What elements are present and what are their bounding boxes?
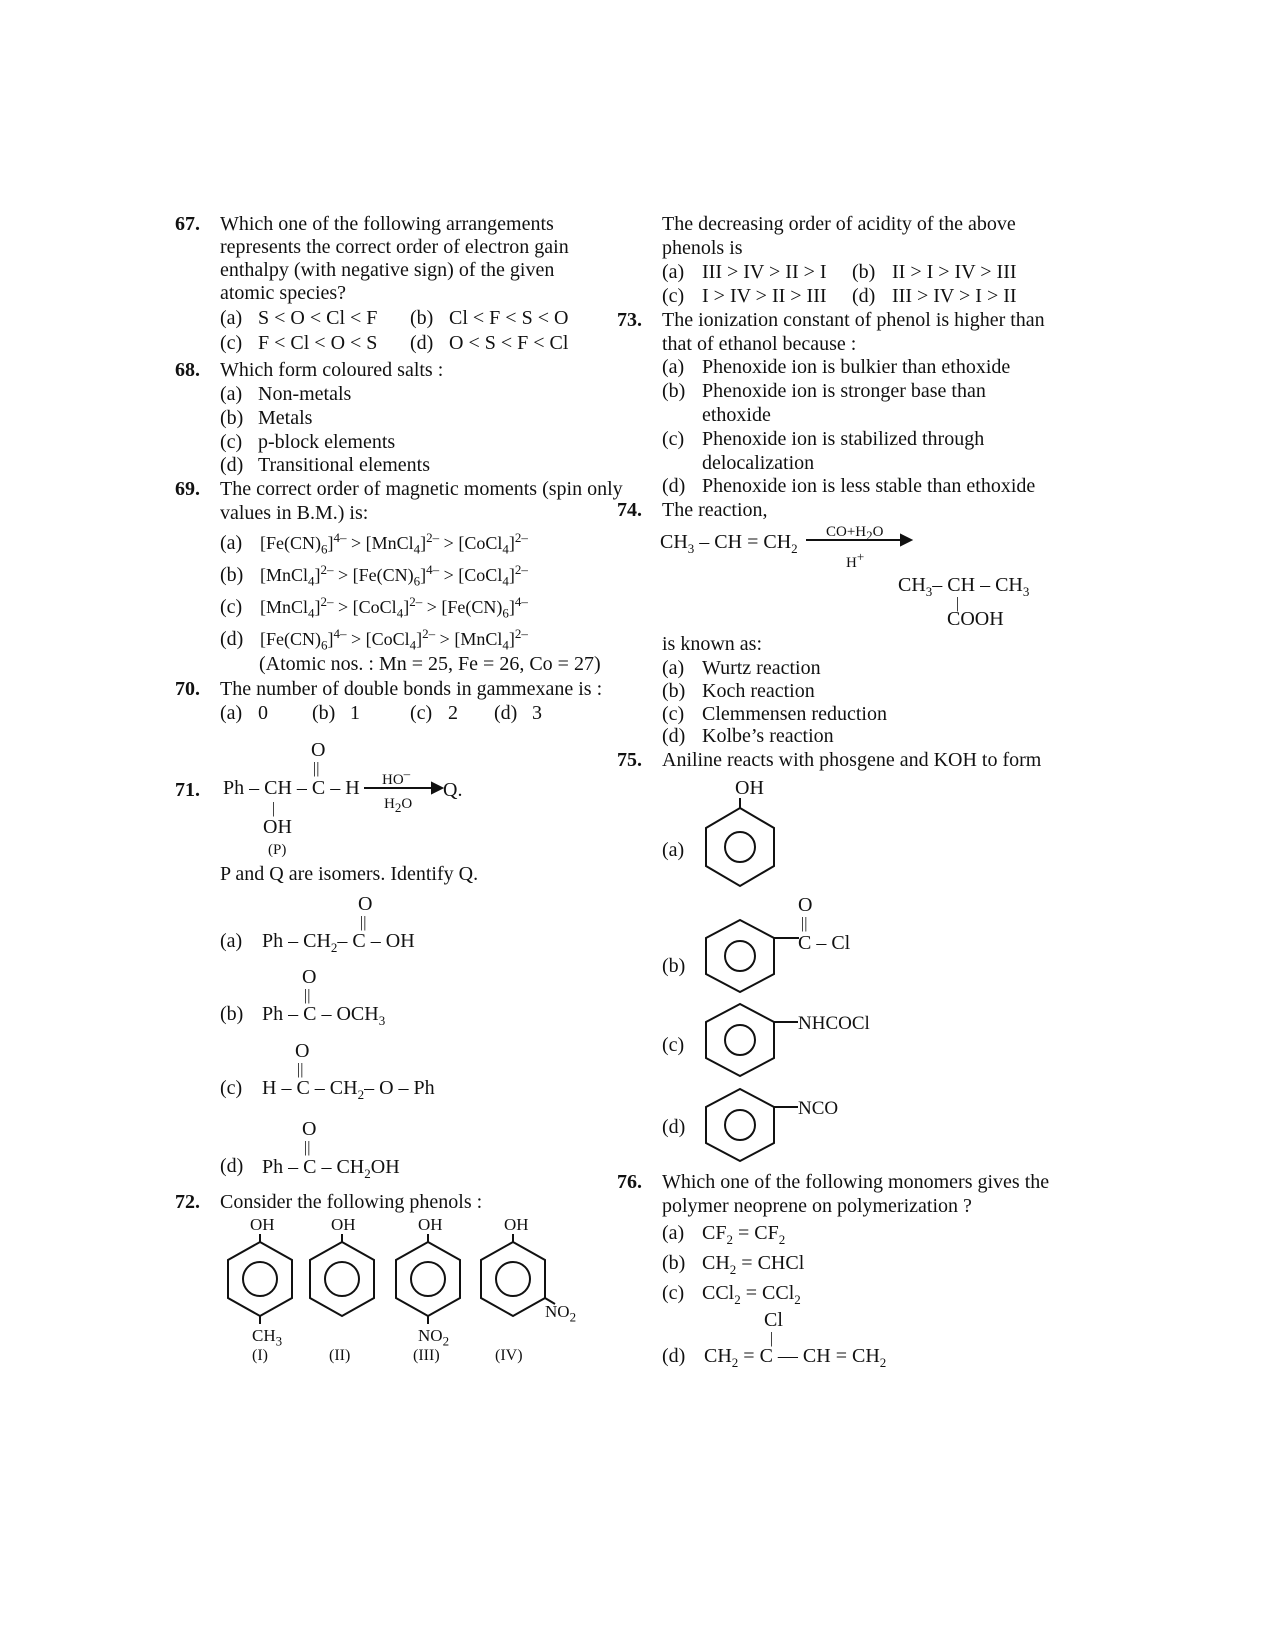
q73-option-b: Phenoxide ion is stronger base than xyxy=(702,380,986,402)
q76-option-d-label: (d) xyxy=(662,1345,686,1367)
q75-stem: Aniline reacts with phosgene and KOH to form xyxy=(662,749,1042,771)
q76-stem-line2: polymer neoprene on polymerization ? xyxy=(662,1195,972,1217)
q76-option-d-part1: CH xyxy=(704,1345,732,1367)
q70-number: 70. xyxy=(175,678,200,700)
q71-c-oxygen: O xyxy=(295,1040,310,1062)
q71-option-c-part1: H – C – CH xyxy=(262,1077,358,1099)
q74-option-a: Wurtz reaction xyxy=(702,657,821,679)
q71-hydroxyl: OH xyxy=(263,816,292,838)
q74-product-part1: CH xyxy=(898,574,926,596)
q72-label-ii: (II) xyxy=(329,1347,351,1364)
q72-stem: Consider the following phenols : xyxy=(220,1191,483,1213)
q76-option-c-part1: CCl xyxy=(702,1282,735,1304)
q74-reagent-bottom: H+ xyxy=(846,549,865,571)
q68-option-b: Metals xyxy=(258,407,313,429)
q72-i-ch3-text: CH xyxy=(252,1326,276,1345)
q67-option-b-label: (b) xyxy=(410,307,434,329)
q74-number: 74. xyxy=(617,499,642,521)
q76-d-chlorine: Cl xyxy=(764,1309,783,1331)
q72-option-b: II > I > IV > III xyxy=(892,261,1017,283)
q67-option-a-label: (a) xyxy=(220,307,243,329)
q76-option-b-part1: CH xyxy=(702,1252,730,1274)
q74-option-b-label: (b) xyxy=(662,680,686,702)
q75-b-oxygen: O xyxy=(798,894,813,916)
q67-option-c: F < Cl < O < S xyxy=(258,332,378,354)
q68-option-b-label: (b) xyxy=(220,407,244,429)
q68-option-d-label: (d) xyxy=(220,454,244,476)
q70-option-d: 3 xyxy=(532,702,542,724)
q74-product-part2: – CH – CH xyxy=(932,574,1023,596)
q70-option-c-label: (c) xyxy=(410,702,433,724)
q73-stem-line1: The ionization constant of phenol is higher than xyxy=(662,309,1045,331)
q74-reactant-part2: – CH = CH xyxy=(694,531,792,553)
q70-option-b-label: (b) xyxy=(312,702,336,724)
q71-b-oxygen: O xyxy=(302,966,317,988)
q70-option-b: 1 xyxy=(350,702,360,724)
q71-reactant: Ph – CH – C – H xyxy=(223,777,360,799)
q68-number: 68. xyxy=(175,359,200,381)
q76-option-a-label: (a) xyxy=(662,1222,685,1244)
q75-option-d-label: (d) xyxy=(662,1116,686,1138)
q68-option-a-label: (a) xyxy=(220,383,243,405)
q71-label-p: (P) xyxy=(268,842,287,858)
q71-d-oxygen: O xyxy=(302,1118,317,1140)
q73-stem-line2: that of ethanol because : xyxy=(662,333,857,355)
q73-option-b-line2: ethoxide xyxy=(702,404,771,426)
q72-option-d: III > IV > I > II xyxy=(892,285,1017,307)
q76-option-a-part1: CF xyxy=(702,1222,727,1244)
q73-option-d-label: (d) xyxy=(662,475,686,497)
q71-reagent-bottom-text: H xyxy=(384,796,395,812)
q75-b-acyl: C – Cl xyxy=(798,932,851,954)
q67-option-a: S < O < Cl < F xyxy=(258,307,378,329)
q69-option-c: [MnCl$_4$]$^{2-}$ > [CoCl$_4$]$^{2-}$ > $[Fe(CN)_6]^{4-}$ xyxy=(260,594,528,621)
q73-option-c-line2: delocalization xyxy=(702,452,815,474)
q71-bond: | xyxy=(272,800,276,817)
q76-d-bond: | xyxy=(770,1330,774,1347)
q76-option-d-part2: = C — CH = CH xyxy=(738,1345,880,1367)
q75-option-c-label: (c) xyxy=(662,1034,685,1056)
q75-option-b-structure xyxy=(702,918,812,998)
q72-ii-oh: OH xyxy=(331,1215,356,1234)
q75-option-a-structure xyxy=(702,798,782,888)
q71-option-a: Ph – $CH_2-$ C – OH xyxy=(262,930,415,955)
q76-stem-line1: Which one of the following monomers gives the xyxy=(662,1171,1050,1193)
q73-option-c-label: (c) xyxy=(662,428,685,450)
q71-option-d-part1: Ph – C – CH xyxy=(262,1156,365,1178)
q69-option-b: [MnCl$_4$]$^{2-}$ > $[Fe(CN)_6]^{4-}$ > [CoCl$_4$]$^{2-}$ xyxy=(260,562,528,589)
q67-option-b: Cl < F < S < O xyxy=(449,307,569,329)
q67-stem-line1: Which one of the following arrangements xyxy=(220,213,554,235)
q71-option-a-label: (a) xyxy=(220,930,243,952)
q71-option-b: Ph – C – $OCH_3$ xyxy=(262,1003,386,1028)
q76-option-c-label: (c) xyxy=(662,1282,685,1304)
q71-option-c-label: (c) xyxy=(220,1077,243,1099)
q76-option-a-part2: = CF xyxy=(732,1222,779,1244)
q74-reactant-part1: CH xyxy=(660,531,688,553)
q76-option-c: CCl$_2$ = CCl$_2$ xyxy=(702,1282,801,1307)
q71-option-a-part1: Ph – CH xyxy=(262,930,331,952)
q67-option-c-label: (c) xyxy=(220,332,243,354)
q67-option-d: O < S < F < Cl xyxy=(449,332,569,354)
q68-option-a: Non-metals xyxy=(258,383,352,405)
q69-atomic-note: (Atomic nos. : Mn = 25, Fe = 26, Co = 27) xyxy=(259,653,601,675)
q71-a-oxygen: O xyxy=(358,893,373,915)
q73-number: 73. xyxy=(617,309,642,331)
q74-product-cooh: COOH xyxy=(947,608,1004,630)
q69-option-d-label: (d) xyxy=(220,628,244,650)
q72-phenol-i-ring xyxy=(222,1234,298,1324)
q74-reagent-top: $CO+H_2O$ xyxy=(826,524,884,543)
q72-i-ch3: $CH_3$ xyxy=(252,1326,283,1349)
q69-option-a: $[Fe(CN)_6]^{4-}$ > [MnCl$_4$]$^{2-}$ > [CoCl$_4$]$^{2-}$ xyxy=(260,530,528,557)
q75-option-c-structure xyxy=(702,1002,812,1082)
q74-option-c-label: (c) xyxy=(662,703,685,725)
q74-option-d: Kolbe’s reaction xyxy=(702,725,834,747)
q69-option-d: $[Fe(CN)_6]^{4-}$ > [CoCl$_4$]$^{2-}$ > [MnCl$_4$]$^{2-}$ xyxy=(260,626,528,653)
q70-option-a-label: (a) xyxy=(220,702,243,724)
q72-label-iii: (III) xyxy=(413,1347,440,1364)
q75-c-group: NHCOCl xyxy=(798,1013,870,1034)
q71-reagent-bottom: $H_2O$ xyxy=(384,796,413,815)
q76-option-c-part2: = CCl xyxy=(740,1282,795,1304)
q69-stem-line2: values in B.M.) is: xyxy=(220,502,369,524)
q71-option-a-part2: – C – OH xyxy=(337,930,415,952)
q69-stem-line1: The correct order of magnetic moments (spin only xyxy=(220,478,623,500)
q71-oxygen: O xyxy=(311,739,326,761)
q67-stem-line3: enthalpy (with negative sign) of the given xyxy=(220,259,555,281)
q71-option-d-part2: OH xyxy=(370,1156,400,1178)
q68-option-d: Transitional elements xyxy=(258,454,431,476)
q72-option-a-label: (a) xyxy=(662,261,685,283)
q70-option-d-label: (d) xyxy=(494,702,518,724)
q72-phenol-ii-ring xyxy=(304,1234,380,1324)
q72-option-a: III > IV > II > I xyxy=(702,261,827,283)
q76-option-b: $CH_2$ = CHCl xyxy=(702,1252,805,1277)
q71-option-b-label: (b) xyxy=(220,1003,244,1025)
q72-i-oh: OH xyxy=(250,1215,275,1234)
q74-option-a-label: (a) xyxy=(662,657,685,679)
q67-number: 67. xyxy=(175,213,200,235)
q70-option-c: 2 xyxy=(448,702,458,724)
q74-stem: The reaction, xyxy=(662,499,768,521)
q71-reagent-top: HO– xyxy=(382,766,411,788)
q71-double-bond: || xyxy=(313,760,320,777)
q75-option-a-label: (a) xyxy=(662,839,685,861)
q72-iii-no2-text: NO xyxy=(418,1326,443,1345)
q72-label-iv: (IV) xyxy=(495,1347,523,1364)
q72-iv-oh: OH xyxy=(504,1215,529,1234)
q73-option-a-label: (a) xyxy=(662,356,685,378)
q71-option-b-text: Ph – C – OCH xyxy=(262,1003,379,1025)
q75-d-group: NCO xyxy=(798,1098,839,1119)
q72-iv-no2-text: NO xyxy=(545,1302,570,1321)
q74-reagent-bottom-text: H xyxy=(846,555,857,571)
q72-phenol-iii-ring xyxy=(390,1234,466,1324)
q71-reagent-top-text: HO xyxy=(382,772,404,788)
q72-iii-no2: $NO_2$ xyxy=(418,1326,450,1349)
q71-option-c: H – C – $CH_2-$ O – Ph xyxy=(262,1077,435,1102)
q72-text-line2: phenols is xyxy=(662,237,743,259)
q74-reactant: $CH_3$ – CH = $CH_2$ xyxy=(660,531,798,556)
q72-text-line1: The decreasing order of acidity of the above xyxy=(662,213,1016,235)
q74-product: $CH_3-$ CH – $CH_3$ xyxy=(898,574,1030,599)
q71-d-double-bond: || xyxy=(304,1139,311,1156)
q76-option-a: $CF_2 = CF_2$ xyxy=(702,1222,786,1247)
q74-known-as: is known as: xyxy=(662,633,762,655)
q68-option-c: p-block elements xyxy=(258,431,396,453)
q76-option-b-part2: = CHCl xyxy=(736,1252,805,1274)
q71-stem: P and Q are isomers. Identify Q. xyxy=(220,863,479,885)
q76-number: 76. xyxy=(617,1171,642,1193)
q71-a-double-bond: || xyxy=(360,914,367,931)
q75-option-b-label: (b) xyxy=(662,955,686,977)
q72-option-d-label: (d) xyxy=(852,285,876,307)
q72-option-b-label: (b) xyxy=(852,261,876,283)
q73-option-a: Phenoxide ion is bulkier than ethoxide xyxy=(702,356,1011,378)
q71-option-d: Ph – C – $CH_2OH$ xyxy=(262,1156,400,1181)
q74-option-b: Koch reaction xyxy=(702,680,815,702)
q70-option-a: 0 xyxy=(258,702,268,724)
q67-option-d-label: (d) xyxy=(410,332,434,354)
q75-a-oh: OH xyxy=(735,777,764,799)
q72-label-i: (I) xyxy=(252,1347,268,1364)
q71-number: 71. xyxy=(175,779,200,801)
q69-option-b-label: (b) xyxy=(220,564,244,586)
q74-option-c: Clemmensen reduction xyxy=(702,703,887,725)
q73-option-b-label: (b) xyxy=(662,380,686,402)
q70-stem: The number of double bonds in gammexane is : xyxy=(220,678,603,700)
q69-number: 69. xyxy=(175,478,200,500)
q73-option-d: Phenoxide ion is less stable than ethoxide xyxy=(702,475,1036,497)
q76-option-b-label: (b) xyxy=(662,1252,686,1274)
q75-option-d-structure xyxy=(702,1087,812,1167)
q71-b-double-bond: || xyxy=(304,987,311,1004)
q71-product-q: Q. xyxy=(443,779,463,801)
q67-stem-line4: atomic species? xyxy=(220,282,347,304)
q74-option-d-label: (d) xyxy=(662,725,686,747)
q69-option-a-label: (a) xyxy=(220,532,243,554)
q74-product-bond: | xyxy=(956,595,960,612)
q73-option-c: Phenoxide ion is stabilized through xyxy=(702,428,985,450)
q75-number: 75. xyxy=(617,749,642,771)
q74-reagent-top-text: CO+H xyxy=(826,524,867,540)
q68-option-c-label: (c) xyxy=(220,431,243,453)
q68-stem: Which form coloured salts : xyxy=(220,359,444,381)
q69-option-c-label: (c) xyxy=(220,596,243,618)
q72-number: 72. xyxy=(175,1191,200,1213)
q67-stem-line2: represents the correct order of electron gain xyxy=(220,236,569,258)
q72-option-c-label: (c) xyxy=(662,285,685,307)
q71-option-d-label: (d) xyxy=(220,1155,244,1177)
q74-arrow xyxy=(806,530,916,550)
q75-b-double-bond: || xyxy=(801,915,808,932)
q72-option-c: I > IV > II > III xyxy=(702,285,827,307)
q76-option-d: $CH_2 = C$ — CH = $CH_2$ xyxy=(704,1345,887,1370)
q71-option-c-part2: – O – Ph xyxy=(364,1077,435,1099)
q71-c-double-bond: || xyxy=(297,1061,304,1078)
q72-iv-no2: $NO_2$ xyxy=(545,1302,577,1325)
q72-iii-oh: OH xyxy=(418,1215,443,1234)
